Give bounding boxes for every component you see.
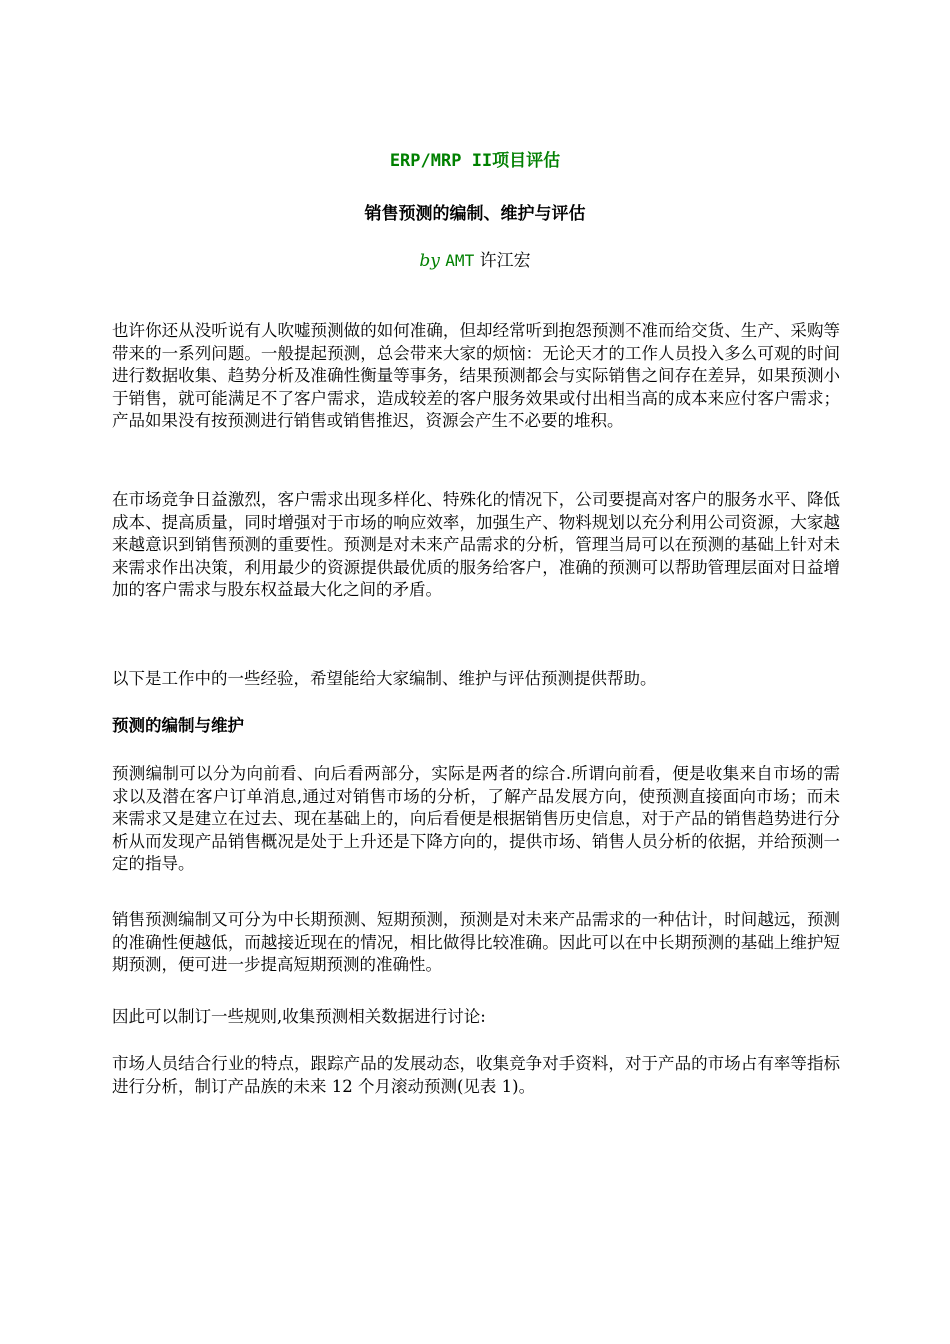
paragraph-rules: 因此可以制订一些规则,收集预测相关数据进行讨论:: [112, 1007, 486, 1026]
section-heading: 预测的编制与维护: [112, 716, 244, 735]
byline: [0, 250, 950, 272]
byline-by: by: [419, 251, 440, 271]
paragraph-intro: 也许你还从没听说有人吹嘘预测做的如何准确，但却经常听到抱怨预测不准而给交货、生产、采购等带来的一系列问题。一般提起预测，总会带来大家的烦恼：无论天才的工作人员投入多么可观的时间进行数据收集、趋势分析及准确性衡量等事务，结果预测都会与实际销售之间存在差异，如果预测小于销售，就可能满足不了客户需求，造成较差的客户服务效果或付出相当高的成本来应付客户需求；产品如果没有按预测进行销售或销售推迟，资源会产生不必要的堆积。: [112, 321, 840, 431]
byline-author: 许江宏: [479, 251, 531, 271]
paragraph-forecast-compilation: 预测编制可以分为向前看、向后看两部分，实际是两者的综合.所谓向前看，便是收集来自市场的需求以及潜在客户订单消息,通过对销售市场的分析，了解产品发展方向，使预测直接面向市场；而未来需求又是建立在过去、现在基础上的，向后看便是根据销售历史信息，对于产品的销售趋势进行分析从而发现产品销售概况是处于上升还是下降方向的，提供市场、销售人员分析的依据，并给预测一定的指导。: [112, 764, 840, 874]
paragraph-experience: 以下是工作中的一些经验，希望能给大家编制、维护与评估预测提供帮助。: [112, 669, 657, 688]
paragraph-market-competition: 在市场竞争日益激烈，客户需求出现多样化、特殊化的情况下，公司要提高对客户的服务水平、降低成本、提高质量，同时增强对于市场的响应效率，加强生产、物料规划以充分利用公司资源，大家越来越意识到销售预测的重要性。预测是对未来产品需求的分析，管理当局可以在预测的基础上针对未来需求作出决策，利用最少的资源提供最优质的服务给客户，准确的预测可以帮助管理层面对日益增加的客户需求与股东权益最大化之间的矛盾。: [112, 490, 840, 600]
paragraph-forecast-terms: 销售预测编制又可分为中长期预测、短期预测，预测是对未来产品需求的一种估计，时间越远，预测的准确性便越低，而越接近现在的情况，相比做得比较准确。因此可以在中长期预测的基础上维护短期预测，便可进一步提高短期预测的准确性。: [112, 910, 840, 975]
byline-org: AMT: [445, 251, 475, 270]
paragraph-market-staff: 市场人员结合行业的特点，跟踪产品的发展动态，收集竞争对手资料，对于产品的市场占有率等指标进行分析，制订产品族的未来 12 个月滚动预测(见表 1)。: [112, 1054, 840, 1096]
document-subtitle: 销售预测的编制、维护与评估: [364, 204, 586, 224]
document-title: ERP/MRP II项目评估: [389, 151, 561, 171]
